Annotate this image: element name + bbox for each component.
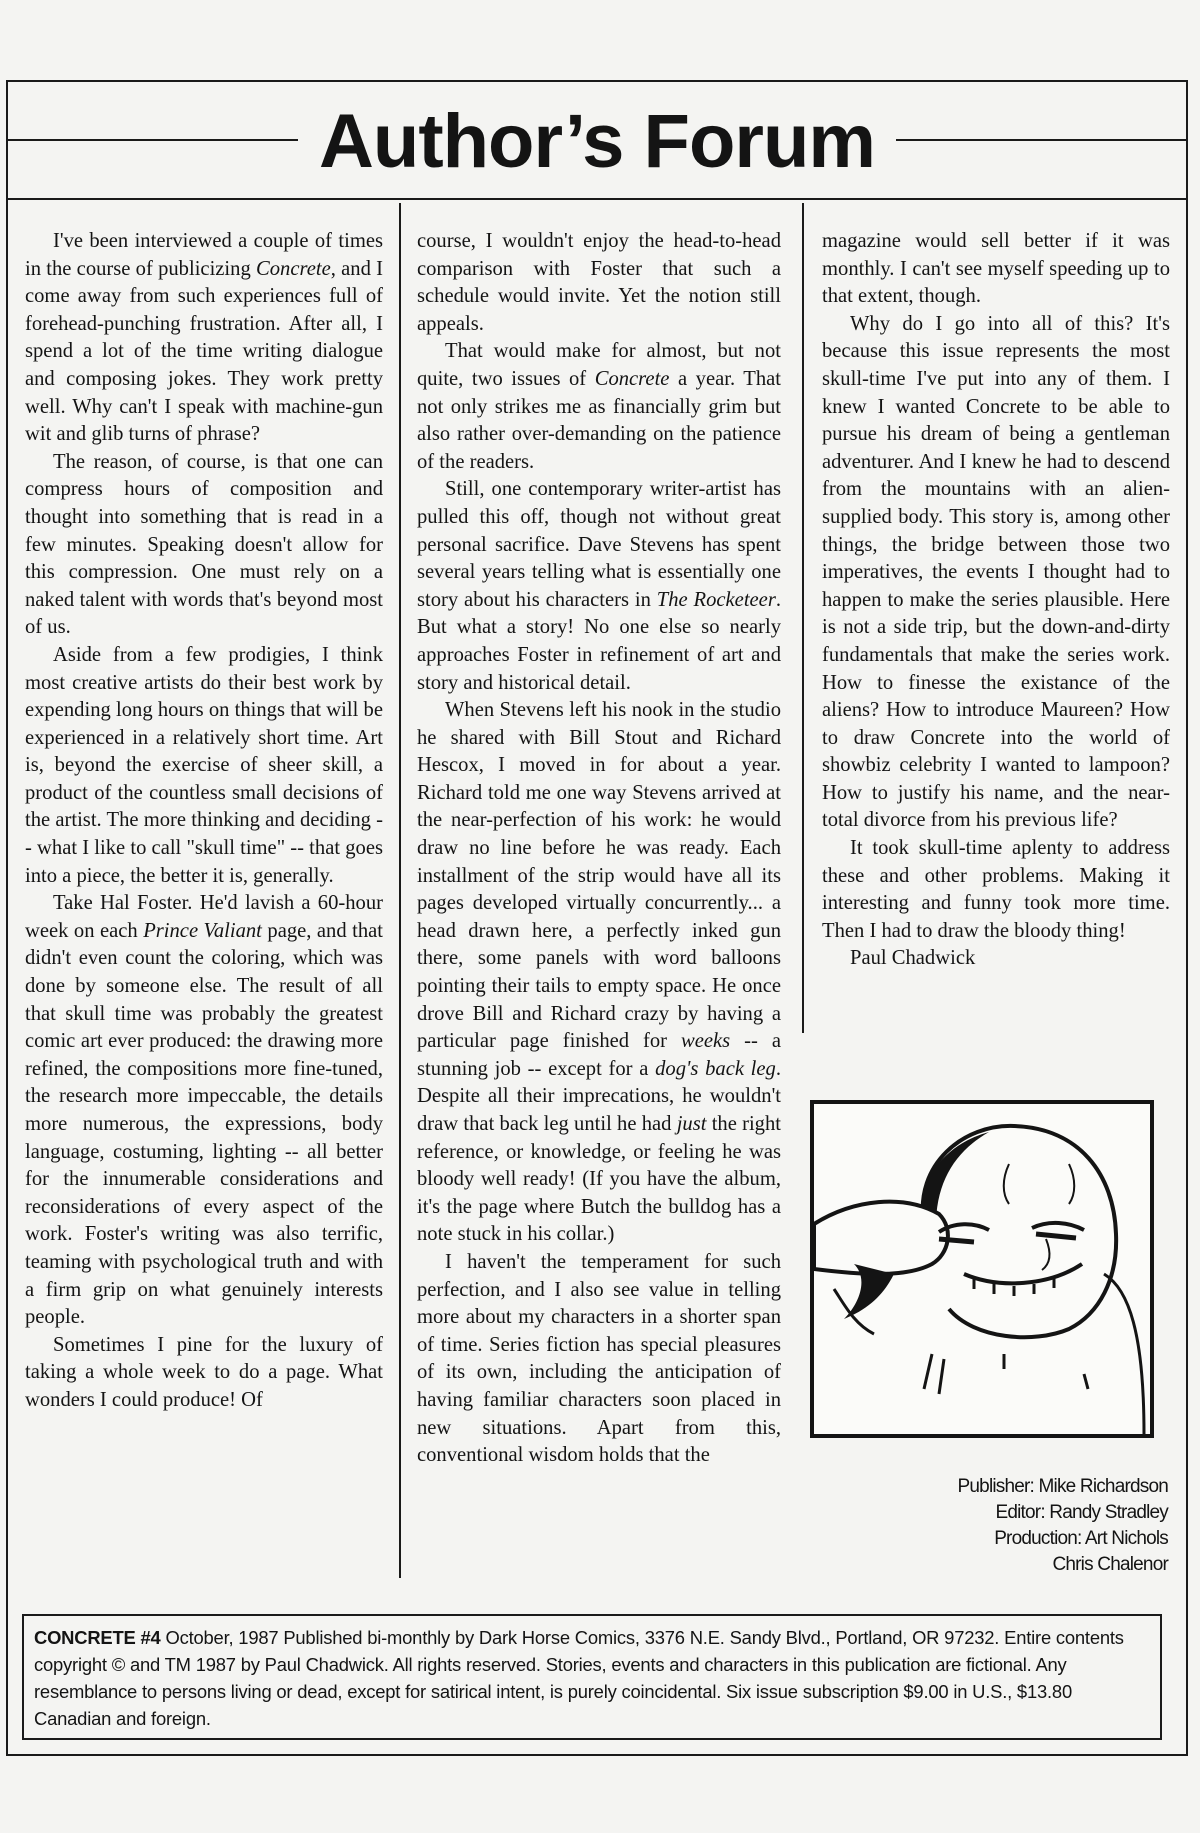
paragraph: magazine would sell better if it was monthly. I can't see myself speeding up to that extent, though. [822,230,1170,308]
paragraph: Aside from a few prodigies, I think most creative artists do their best work by expending long hours on things that will be experienced in a relatively short time. Art is, beyond the exercise of sheer skill, a product of the countless small decisions of the artist. The more thinking and deciding -- what I like to call "skull time" -- that goes into a piece, the better it is, generally. [25,643,383,887]
credits [860,1474,1168,1578]
paragraph: The reason, of course, is that one can compress hours of composition and thought into something that is read in a few minutes. Speaking doesn't allow for this compression. One must rely on a naked talent with words that's beyond most of us. [25,450,383,639]
title-rule-left [8,139,300,141]
credit-production: Production: Art Nichols [994,1528,1168,1549]
paragraph: Sometimes I pine for the luxury of taking a whole week to do a page. What wonders I could produce! Of [25,1333,383,1411]
issue-label: CONCRETE #4 [34,1627,161,1648]
article-column-1 [25,228,383,1415]
column-divider [399,203,401,1578]
paragraph: Take Hal Foster. He'd lavish a 60-hour week on each Prince Valiant page, and that didn't even count the coloring, which was done by someone else. The result of all that skull time was probably the greatest comic art ever produced: the drawing more refined, the compositions more fine-tuned, the research more impeccable, the details more numerous, the expressions, body language, costuming, lighting -- all better for the innumerable considerations and reconsiderations of every aspect of the work. Foster's writing was also terrific, teaming with psychological truth and with a firm grip on what genuinely interests people. [25,892,383,1329]
paragraph: Still, one contemporary writer-artist has pulled this off, though not without great personal sacrifice. Dave Stevens has spent several years telling what is essentially one story about his characters in The Rocketeer. But what a story! No one else so nearly approaches Foster in refinement of art and story and historical detail. [417,478,781,694]
paragraph: I've been interviewed a couple of times in the course of publicizing Concrete, and I come away from such experiences full of forehead-punching frustration. After all, I spend a lot of the time writing dialogue and composing jokes. They work pretty well. Why can't I speak with machine-gun wit and glib turns of phrase? [25,230,383,446]
concrete-illustration [810,1100,1154,1438]
title-rule-right [894,139,1186,141]
column-divider [802,203,804,1033]
paragraph: I haven't the temperament for such perfection, and I also see value in telling more about my characters in a shorter span of time. Series fiction has special pleasures of its own, including the anticipation of having familiar characters soon placed in new situations. Apart from this, conventional wisdom holds that the [417,1250,781,1467]
notice-text: October, 1987 Published bi-monthly by Dark Horse Comics, 3376 N.E. Sandy Blvd., Portland, OR 97232. Entire contents copyright © and TM 1987 by Paul Chadwick. All rights reserved. Stories, events and characters in this publication are fictional. Any resemblance to persons living or dead, except for satirical intent, is purely coincidental. Six issue subscription $9.00 in U.S., $13.80 Canadian and foreign. [34,1627,1124,1729]
paragraph: That would make for almost, but not quite, two issues of Concrete a year. That not only strikes me as financially grim but also rather over-demanding on the patience of the readers. [417,340,781,473]
article-column-2 [417,228,781,1470]
page-title: Author’s Forum [298,92,896,192]
paragraph: When Stevens left his nook in the studio he shared with Bill Stout and Richard Hescox, I moved in for about a year. Richard told me one way Stevens arrived at the near-perfection of his work: he would draw no line before he was ready. Each installment of the strip would have all its pages developed virtually concurrently... a head drawn here, a perfectly inked gun there, some panels with word balloons pointing their tails to empty space. He once drove Bill and Richard crazy by having a particular page finished for weeks -- a stunning job -- except for a dog's back leg. Despite all their imprecations, he wouldn't draw that back leg until he had just the right reference, or knowledge, or feeling he was bloody well ready! (If you have the album, it's the page where Butch the bulldog has a note stuck in his collar.) [417,699,781,1246]
paragraph: course, I wouldn't enjoy the head-to-head comparison with Foster that such a schedule would invite. Yet the notion still appeals. [417,230,781,335]
author-signature: Paul Chadwick [850,947,976,970]
paragraph: Why do I go into all of this? It's because this issue represents the most skull-time I've put into any of them. I knew I wanted Concrete to be able to pursue his dream of being a gentleman adventurer. And I knew he had to descend from the mountains with an alien-supplied body. This story is, among other things, the bridge between those two imperatives, the events I thought had to happen to make the series plausible. Here is not a side trip, but the down-and-dirty fundamentals that make the series work. How to finesse the existance of the aliens? How to introduce Maureen? How to draw Concrete into the world of showbiz celebrity I wanted to lampoon? How to justify his name, and the near-total divorce from his previous life? [822,312,1170,832]
article-column-3 [822,228,1170,973]
paragraph: It took skull-time aplenty to address these and other problems. Making it interesting and funny took more time. Then I had to draw the bloody thing! [822,837,1170,942]
publication-notice [22,1614,1162,1740]
credit-production-2: Chris Chalenor [1052,1554,1168,1575]
credit-publisher: Publisher: Mike Richardson [957,1476,1168,1497]
credit-editor: Editor: Randy Stradley [995,1502,1168,1523]
concrete-face-drawing [814,1104,1150,1434]
